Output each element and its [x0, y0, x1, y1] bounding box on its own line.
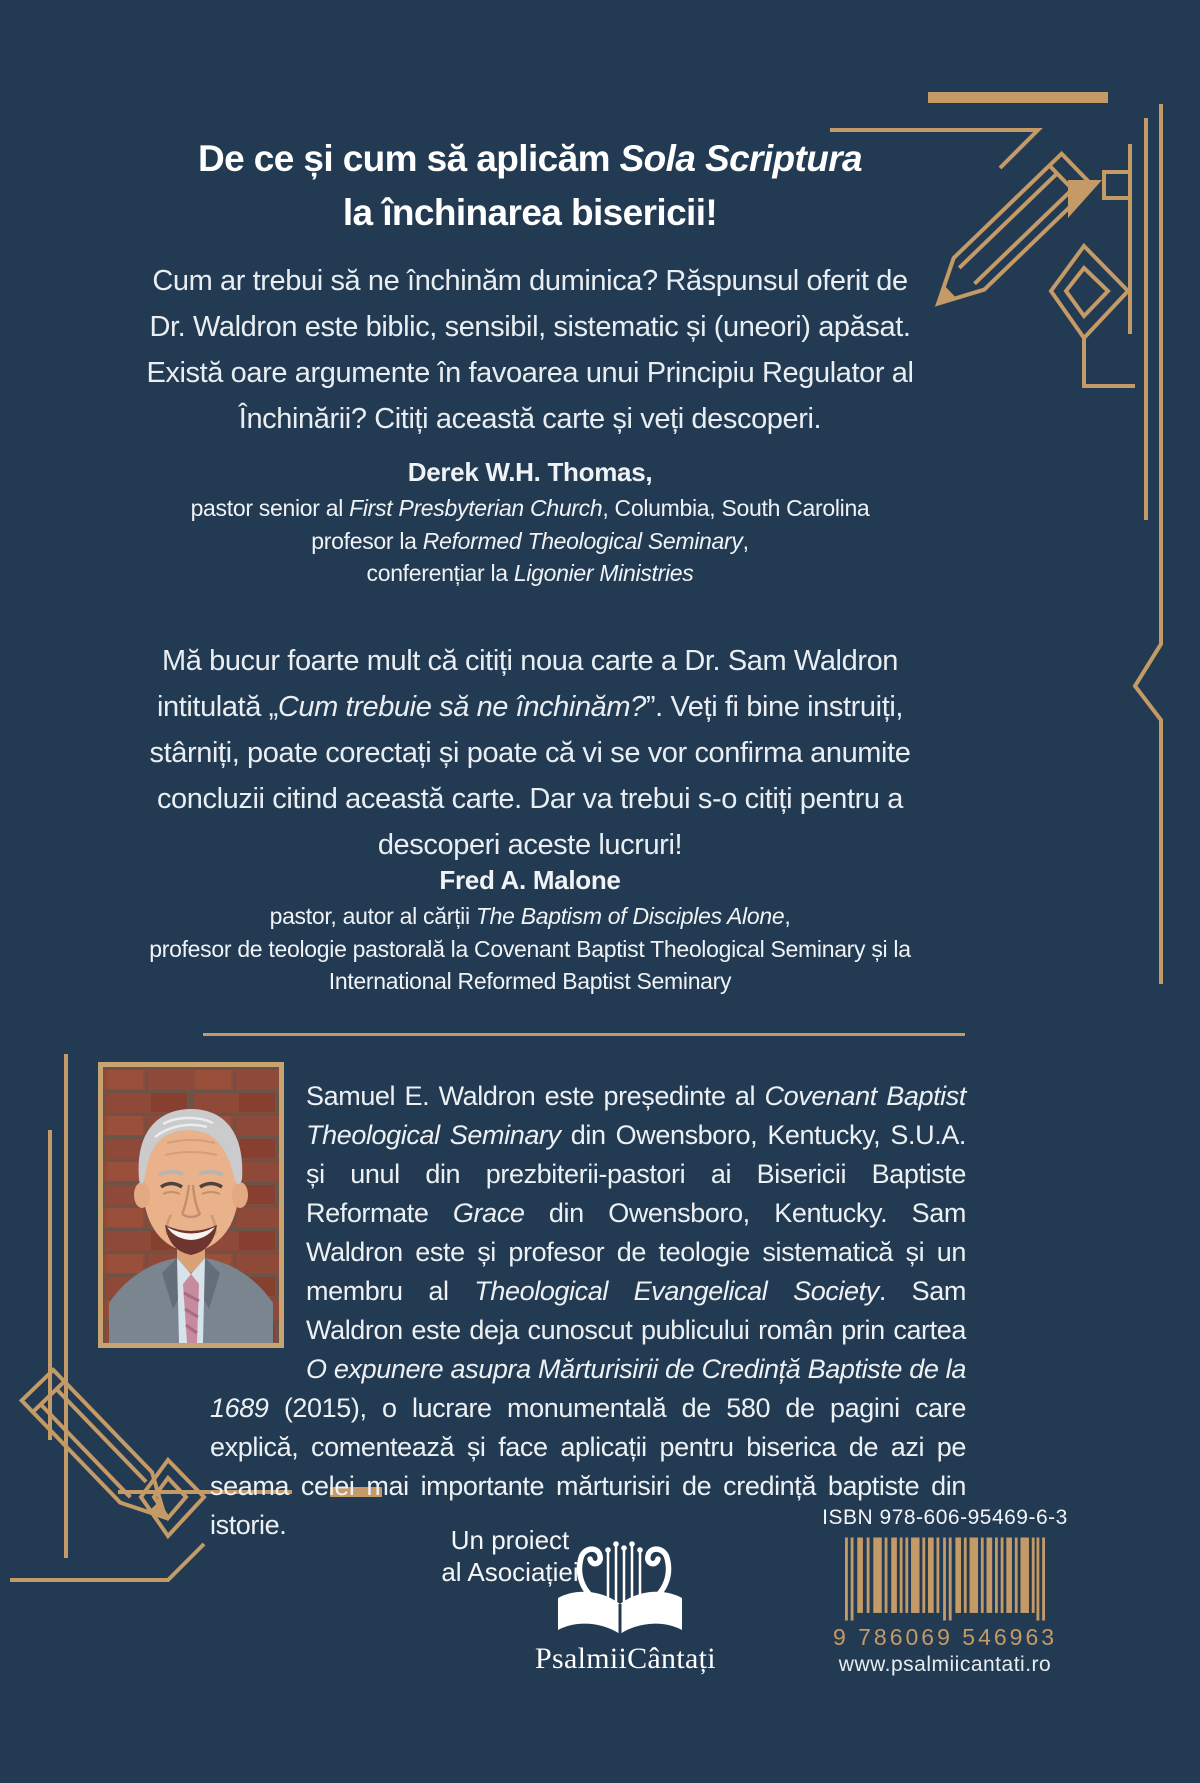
endorser-credential: pastor, autor al cărții The Baptism of Disciples Alone,: [269, 903, 791, 929]
isbn-block: [800, 1506, 1090, 1677]
quote-line: concluzii citind această carte. Dar va trebui s-o citiți pentru a: [156, 783, 904, 815]
quote-line: Cum ar trebui să ne închinăm duminica? Răspunsul oferit de: [152, 265, 908, 297]
project-note-line-2: al Asociației: [441, 1557, 579, 1587]
quote-line: Mă bucur foarte mult că citiți noua carte a Dr. Sam Waldron: [161, 645, 899, 677]
quote-line: Dr. Waldron este biblic, sensibil, sistematic și (uneori) apăsat.: [149, 311, 911, 343]
endorser-credential: profesor de teologie pastorală la Covenant Baptist Theological Seminary și la: [149, 935, 911, 962]
publisher-logo: [535, 1540, 716, 1676]
project-note-line-1: Un proiect: [450, 1525, 570, 1555]
quote-line: intitulată „Cum trebuie să ne închinăm?”. Veți fi bine instruiți,: [156, 691, 904, 723]
quote-line: descoperi aceste lucruri!: [377, 829, 683, 861]
open-book-lyre-icon: [545, 1540, 695, 1640]
endorsement-attribution-2: [60, 860, 1000, 998]
publisher-logo-text: PsalmiiCântați: [535, 1642, 716, 1675]
headline: [80, 132, 980, 240]
endorsement-attribution-1: [60, 452, 1000, 590]
endorsement-quote-2: [60, 638, 1000, 868]
endorser-credential: profesor la Reformed Theological Seminary,: [311, 527, 749, 554]
barcode: [800, 1536, 1090, 1622]
author-bio: [210, 1077, 966, 1545]
headline-line-2: la închinarea bisericii!: [342, 192, 718, 233]
endorser-name: Derek W.H. Thomas,: [407, 457, 653, 487]
endorser-credential: International Reformed Baptist Seminary: [328, 968, 732, 994]
isbn-label: ISBN 978-606-95469-6-3: [822, 1506, 1068, 1529]
endorser-credential: conferențiar la Ligonier Ministries: [366, 560, 694, 586]
divider-line: [203, 1033, 965, 1036]
photo-spacer: [210, 1077, 306, 1359]
quote-line: stârniți, poate corectați și poate că vi se vor confirma anumite: [149, 737, 911, 769]
quote-line: Există oare argumente în favoarea unui Principiu Regulator al: [146, 357, 914, 389]
endorsement-quote-1: [60, 258, 1000, 442]
isbn-number: 9 786069 546963: [832, 1624, 1058, 1650]
headline-line-1: De ce și cum să aplicăm Sola Scriptura: [197, 138, 863, 179]
website-url: www.psalmiicantati.ro: [838, 1653, 1052, 1676]
quote-line: Închinării? Citiți această carte și veți descoperi.: [238, 403, 822, 435]
barcode-icon: [845, 1536, 1045, 1622]
endorser-name: Fred A. Malone: [439, 865, 621, 895]
endorser-credential: pastor senior al First Presbyterian Church, Columbia, South Carolina: [190, 495, 870, 521]
author-bio-text: Samuel E. Waldron este președinte al Covenant Baptist Theological Seminary din Owensboro, Kentucky, S.U.A. și unul din prezbiterii-pastori ai Bisericii Baptiste Reformate Grace din Owensboro, Kentucky. Sam Waldron este și profesor de teologie sistematică și un membru al Theological Evangelical Society. Sam Waldron este deja cunoscut publicului român prin cartea O expunere asupra Mărturisirii de Credință Baptiste de la 1689 (2015), o lucrare monumentală de 580 de pagini care explică, comentează și face aplicații pentru biserica de azi pe seama celei mai importante mărturisiri de credință baptiste din istorie.: [210, 1081, 966, 1540]
